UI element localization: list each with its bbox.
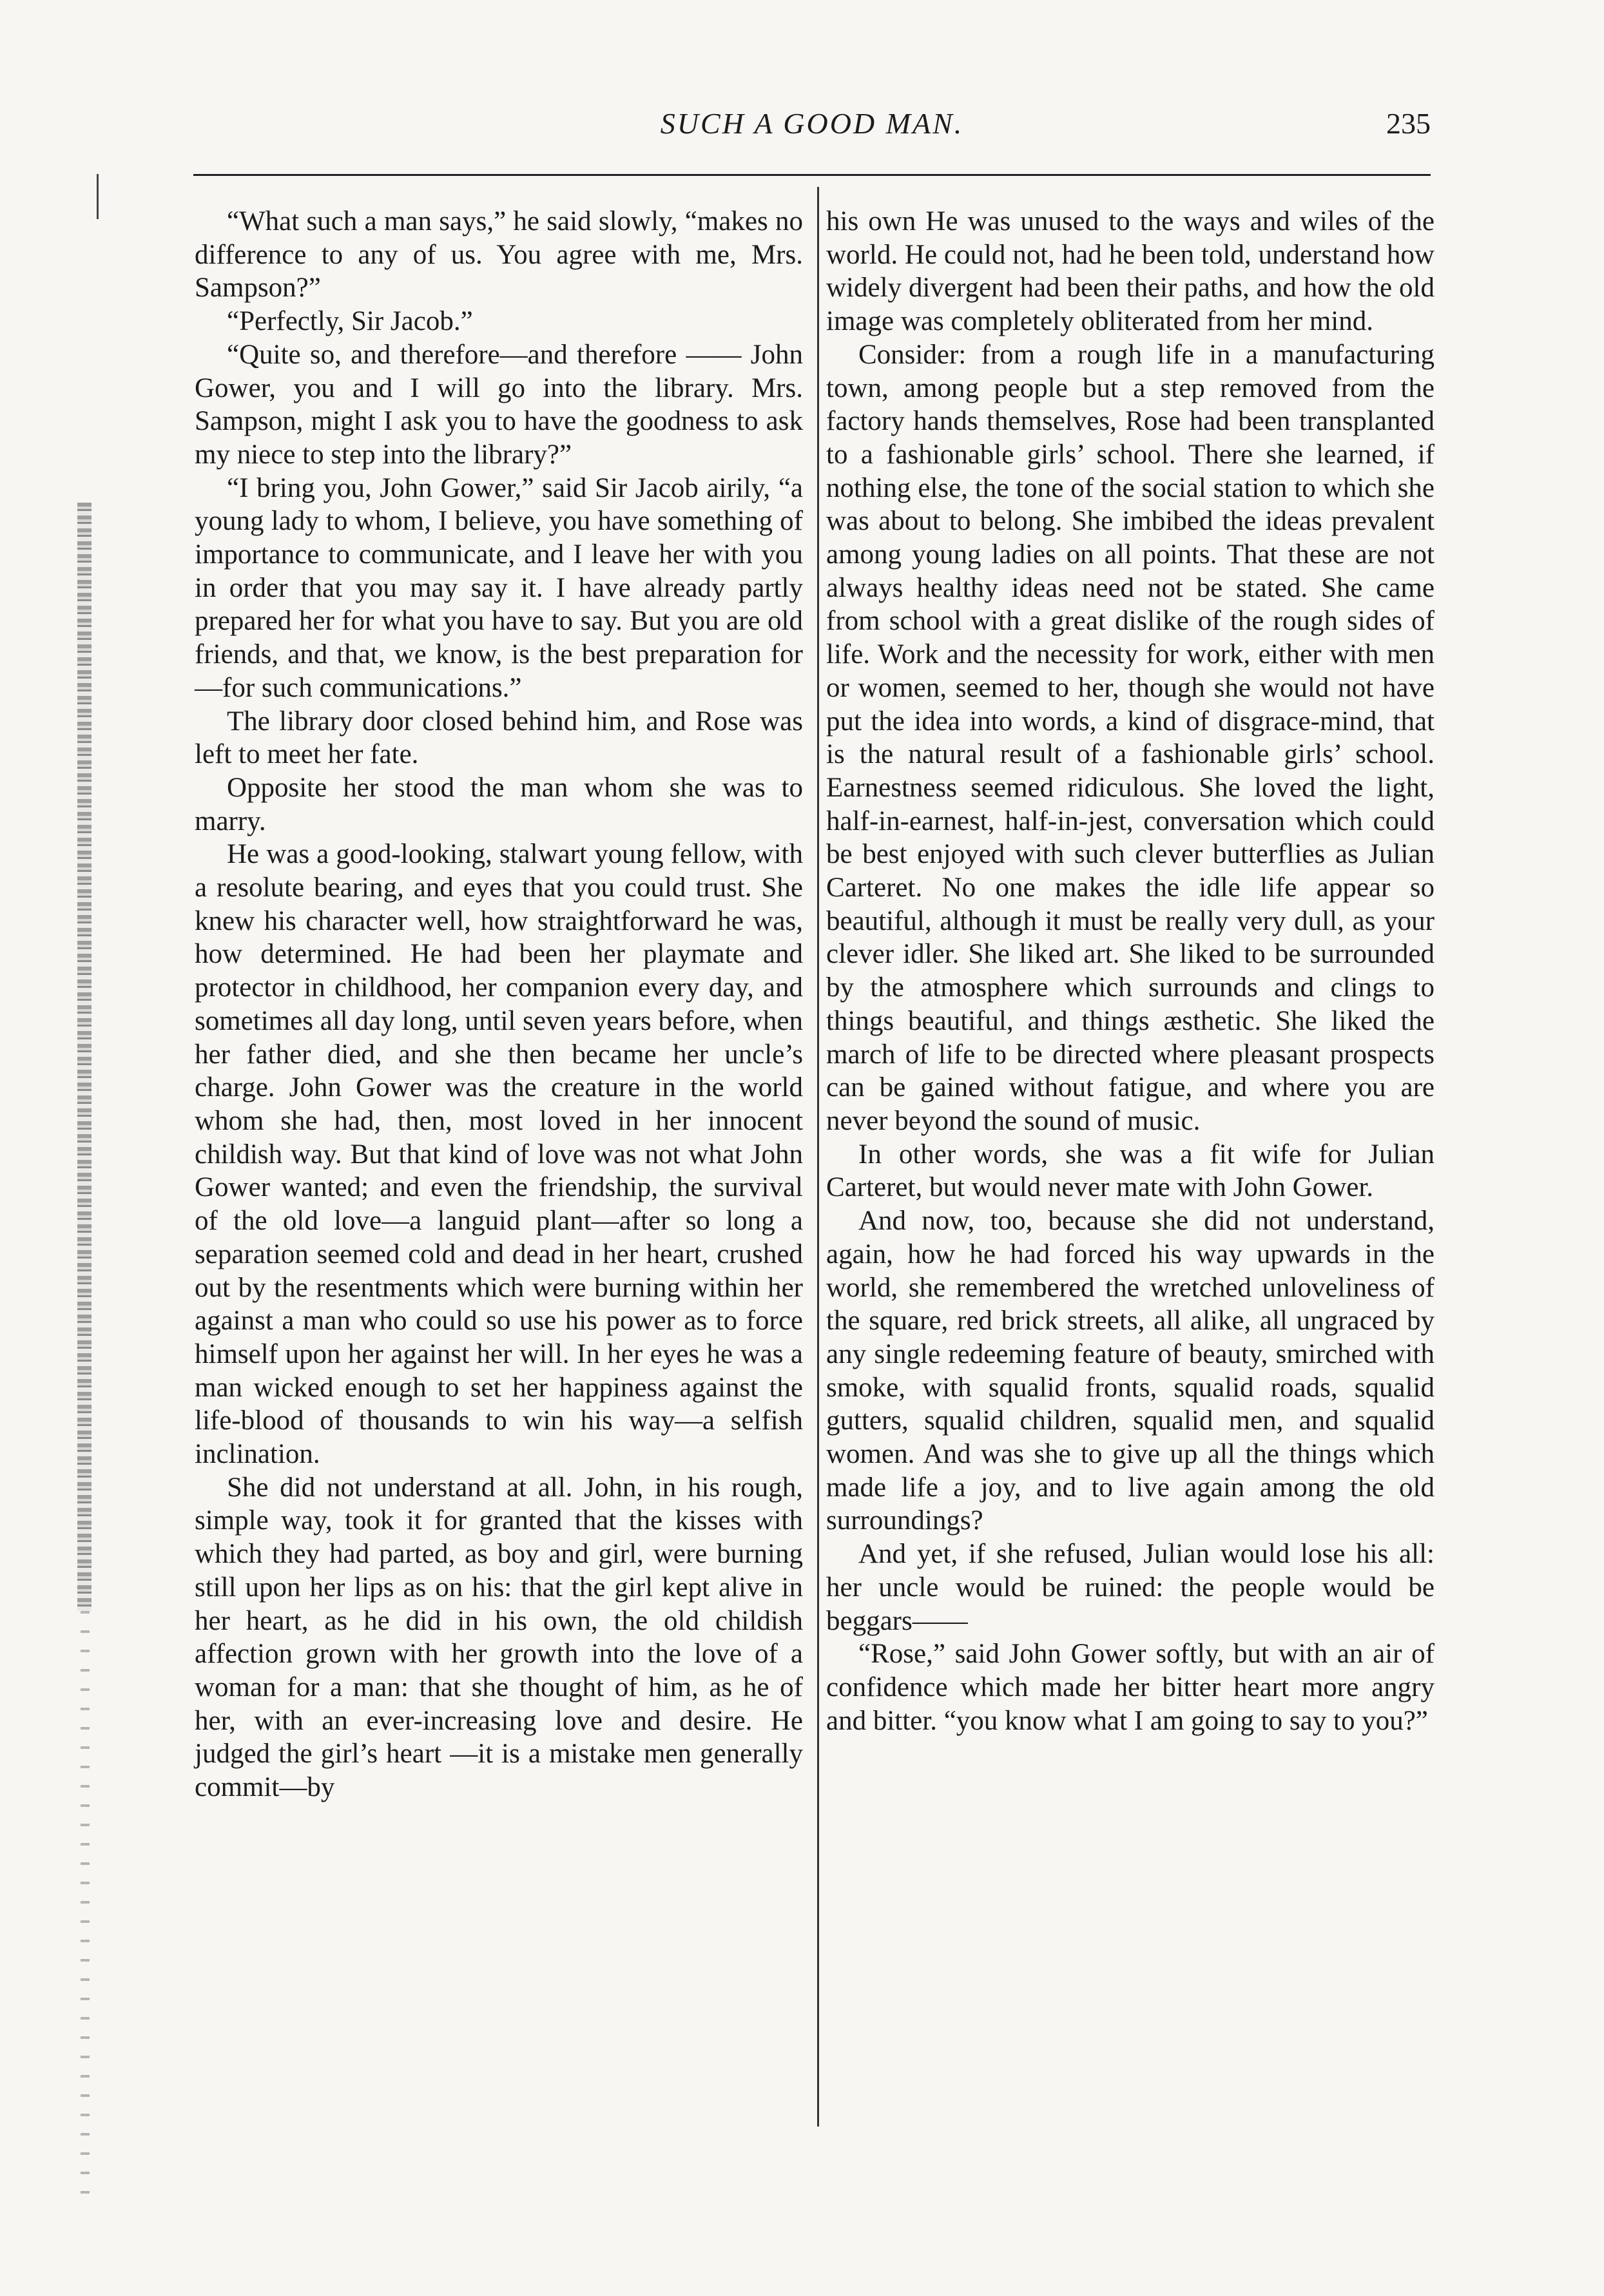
page-number: 235 xyxy=(1386,107,1431,140)
binding-gutter xyxy=(45,77,103,2268)
binding-edge-strip xyxy=(77,503,92,1611)
paragraph: Opposite her stood the man whom she was to marry. xyxy=(195,772,803,836)
paragraph: And now, too, because she did not understand, again, how he had forced his way upwards in the world, she remembered the wretched unloveliness of the square, red brick streets, all alike, all ungraced by any single redeeming feature of beauty, smirched with smoke, with squalid fronts, squalid roads, squalid gutters, squalid children, squalid men, and squalid women. And was she to give up all the things which made life a joy, and to live again among the old surroundings? xyxy=(826,1206,1435,1536)
column-divider xyxy=(817,187,819,2127)
header-rule xyxy=(193,174,1431,176)
paragraph: “Quite so, and therefore—and therefore —— John Gower, you and I will go into the library. Mrs. Sampson, might I ask you to have the goodness to ask my niece to step into the library?” xyxy=(195,339,803,470)
right-column xyxy=(826,205,1435,1737)
paragraph: “I bring you, John Gower,” said Sir Jacob airily, “a young lady to whom, I believe, you have something of importance to communicate, and I leave her with you in order that you may say it. I have already partly prepared her for what you have to say. But you are old friends, and that, we know, is the best preparation for—for such communications.” xyxy=(195,472,803,703)
paragraph: She did not understand at all. John, in his rough, simple way, took it for granted that the kisses with which they had parted, as boy and girl, were burning still upon her lips as on his: that the girl kept alive in her heart, as he did in his own, the old childish affection grown with her growth into the love of a woman for a man: that she thought of him, as he of her, with an ever-increasing love and desire. He judged the girl’s heart —it is a mistake men generally commit—by xyxy=(195,1472,803,1803)
page-header xyxy=(193,106,1431,158)
gutter-mark xyxy=(97,174,99,219)
paragraph: “Rose,” said John Gower softly, but with an air of confidence which made her bitter heart more angry and bitter. “you know what I am going to say to you?” xyxy=(826,1639,1435,1736)
paragraph: The library door closed behind him, and Rose was left to meet her fate. xyxy=(195,706,803,770)
paragraph: He was a good-looking, stalwart young fellow, with a resolute bearing, and eyes that you could trust. She knew his character well, how straightforward he was, how determined. He had been her playmate and protector in childhood, her companion every day, and sometimes all day long, until seven years before, when her father died, and she then became her uncle’s charge. John Gower was the creature in the world whom she had, then, most loved in her innocent childish way. But that kind of love was not what John Gower wanted; and even the friendship, the survival of the old love—a languid plant—after so long a separation seemed cold and dead in her heart, crushed out by the resentments which were burning within her against a man who could so use his power as to force himself upon her against her will. In her eyes he was a man wicked enough to set her happiness against the life-blood of thousands to win his way—a selfish inclination. xyxy=(195,839,803,1470)
running-title: SUCH A GOOD MAN. xyxy=(660,107,964,140)
paragraph: And yet, if she refused, Julian would lose his all: her uncle would be ruined: the people would be beggars—— xyxy=(826,1539,1435,1636)
binding-edge-dots xyxy=(81,1611,90,2204)
paragraph: Consider: from a rough life in a manufacturing town, among people but a step removed from the factory hands themselves, Rose had been transplanted to a fashionable girls’ school. There she learned, if nothing else, the tone of the social station to which she was about to belong. She imbibed the ideas prevalent among young ladies on all points. That these are not always healthy ideas need not be stated. She came from school with a great dislike of the rough sides of life. Work and the necessity for work, either with men or women, seemed to her, though she would not have put the idea into words, a kind of disgrace-mind, that is the natural result of a fashionable girls’ school. Earnestness seemed ridiculous. She loved the light, half-in-earnest, half-in-jest, conversation which could be best enjoyed with such clever butterflies as Julian Carteret. No one makes the idle life appear so beautiful, although it must be really very dull, as your clever idler. She liked art. She liked to be surrounded by the atmosphere which surrounds and clings to things beautiful, and things æsthetic. She liked the march of life to be directed where pleasant prospects can be gained without fatigue, and where you are never beyond the sound of music. xyxy=(826,339,1435,1136)
left-column xyxy=(195,205,803,1804)
paragraph: his own He was unused to the ways and wiles of the world. He could not, had he been told, understand how widely divergent had been their paths, and how the old image was completely obliterated from her mind. xyxy=(826,206,1435,337)
paragraph: In other words, she was a fit wife for Julian Carteret, but would never mate with John Gower. xyxy=(826,1139,1435,1203)
paragraph: “Perfectly, Sir Jacob.” xyxy=(227,306,473,337)
paragraph: “What such a man says,” he said slowly, “makes no difference to any of us. You agree with me, Mrs. Sampson?” xyxy=(195,206,803,304)
